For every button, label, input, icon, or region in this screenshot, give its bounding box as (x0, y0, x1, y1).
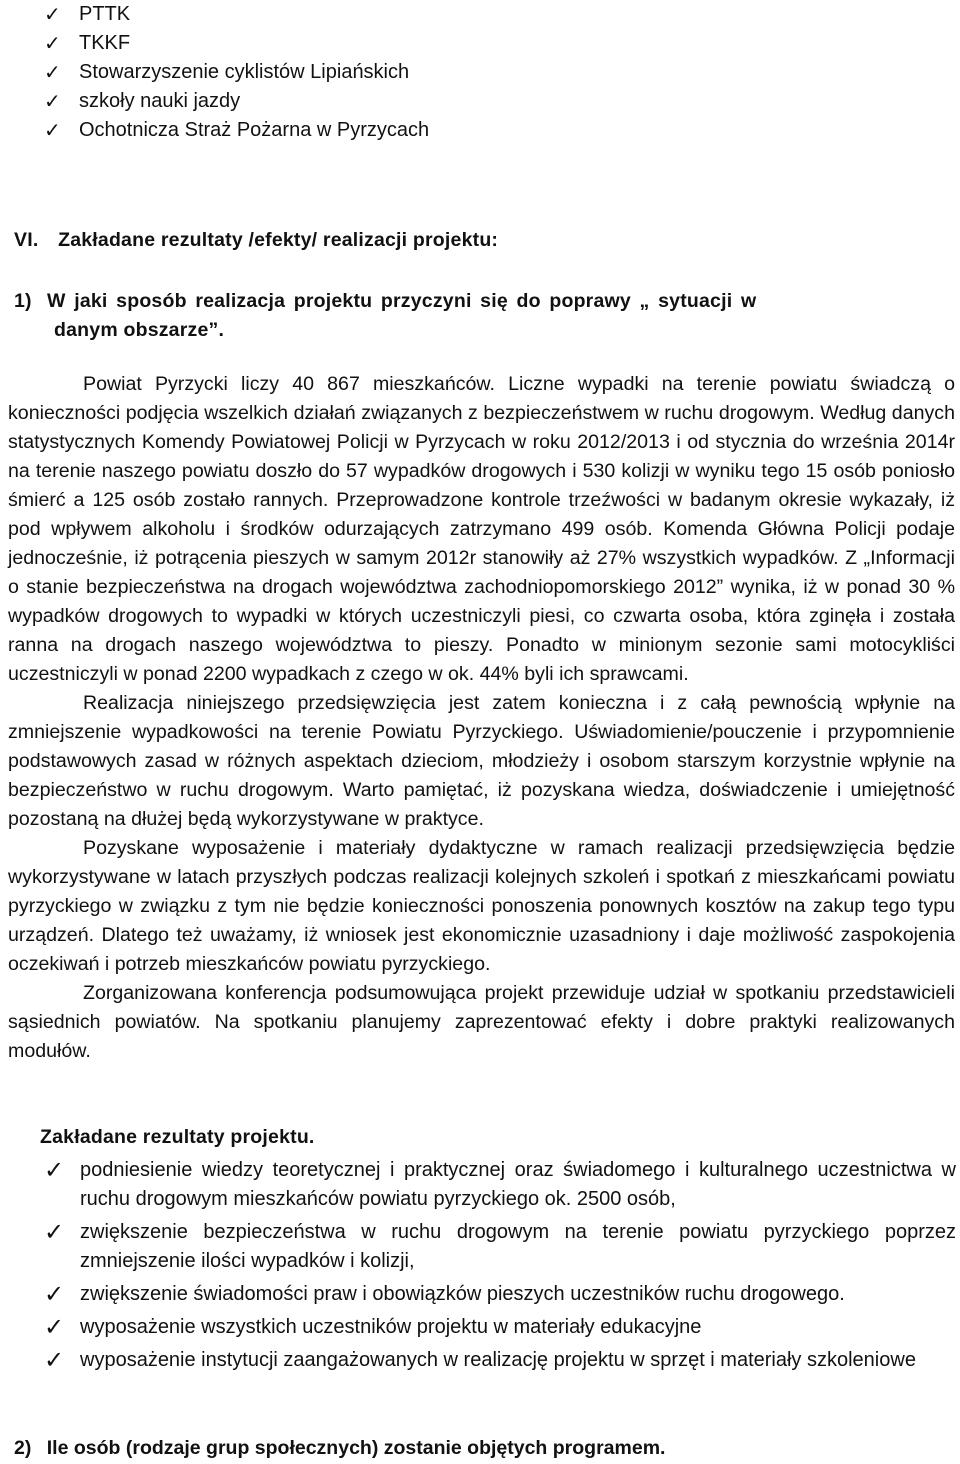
checkmark-icon: ✓ (44, 118, 61, 142)
list-item-text: wyposażenie wszystkich uczestników projektu w materiały edukacyjne (80, 1316, 702, 1338)
partner-list (44, 0, 744, 145)
list-item-text: zwiększenie bezpieczeństwa w ruchu drogowym na terenie powiatu pyrzyckiego poprzez zmniejszenie ilości wypadków i kolizji, (80, 1221, 956, 1272)
list-item-text: Ochotnicza Straż Pożarna w Pyrzycach (79, 119, 430, 141)
results-list (44, 1156, 956, 1375)
list-item (44, 87, 744, 116)
list-item (44, 116, 744, 145)
question-text: Ile osób (rodzaje grup społecznych) zostanie objętych programem. (46, 1437, 666, 1459)
list-item-text: zwiększenie świadomości praw i obowiązków pieszych uczestników ruchu drogowego. (80, 1283, 845, 1305)
section-number: VI. (14, 229, 39, 251)
list-item (44, 29, 744, 58)
paragraph: Powiat Pyrzycki liczy 40 867 mieszkańców. Liczne wypadki na terenie powiatu świadczą o konieczności podjęcia wszelkich działań związanych z bezpieczeństwem w ruchu drogowym. Według danych statystycznych Komendy Powiatowej Policji w Pyrzycach w roku 2012/2013 i od stycznia do września 2014r na terenie naszego powiatu doszło do 57 wypadków drogowych i 530 kolizji w wyniku tego 15 osób poniosło śmierć a 125 osób zostało rannych. Przeprowadzone kontrole trzeźwości w badanym okresie wykazały, iż pod wpływem alkoholu i środków odurzających zatrzymano 499 osób. Komenda Główna Policji podaje jednocześnie, iż potrącenia pieszych w samym 2012r stanowiły aż 27% wszystkich wypadków. Z „Informacji o stanie bezpieczeństwa na drogach województwa zachodniopomorskiego 2012” wynika, iż w ponad 30 % wypadków drogowych to wypadki w których uczestniczyli piesi, co czwarta osoba, która zginęła i została ranna na drogach naszego województwa to pieszy. Ponadto w minionym sezonie sami motocykliści uczestniczyli w ponad 2200 wypadkach z czego w ok. 44% byli ich sprawcami. (8, 373, 955, 685)
checkmark-icon: ✓ (44, 2, 61, 26)
results-heading: Zakładane rezultaty projektu. (40, 1126, 315, 1148)
paragraph: Pozyskane wyposażenie i materiały dydaktyczne w ramach realizacji przedsięwzięcia będzie wykorzystywane w latach przyszłych podczas realizacji kolejnych szkoleń i spotkań z mieszkańcami powiatu pyrzyckiego w związku z tym nie będzie konieczności ponoszenia ponownych kosztów na zakup tego typu urządzeń. Dlatego też uważamy, iż wniosek jest ekonomicznie uzasadniony i daje możliwość zaspokojenia oczekiwań i potrzeb mieszkańców powiatu pyrzyckiego. (8, 837, 955, 975)
list-item (44, 1156, 956, 1214)
checkmark-icon: ✓ (44, 60, 61, 84)
question-2 (14, 1434, 665, 1463)
checkmark-icon: ✓ (44, 1156, 65, 1184)
list-item-text: szkoły nauki jazdy (79, 90, 241, 112)
section-title: Zakładane rezultaty /efekty/ realizacji projektu: (58, 229, 499, 251)
list-item-text: PTTK (79, 3, 131, 25)
body-text (8, 370, 955, 1066)
list-item (44, 58, 744, 87)
checkmark-icon: ✓ (44, 1218, 65, 1246)
list-item-text: podniesienie wiedzy teoretycznej i praktycznej oraz świadomego i kulturalnego uczestnictwa w ruchu drogowym mieszkańców powiatu pyrzyckiego ok. 2500 osób, (80, 1159, 956, 1210)
question-text-line2: danym obszarze”. (54, 319, 225, 341)
paragraph: Zorganizowana konferencja podsumowująca projekt przewiduje udział w spotkaniu przedstawicieli sąsiednich powiatów. Na spotkaniu planujemy zaprezentować efekty i dobre praktyki realizowanych modułów. (8, 982, 955, 1062)
question-number: 1) (14, 290, 32, 312)
section-heading (14, 229, 498, 252)
checkmark-icon: ✓ (44, 1313, 65, 1341)
list-item (44, 1346, 956, 1375)
list-item (44, 1218, 956, 1276)
list-item (44, 0, 744, 29)
question-1 (14, 287, 924, 345)
checkmark-icon: ✓ (44, 1346, 65, 1374)
question-number: 2) (14, 1437, 32, 1459)
paragraph: Realizacja niniejszego przedsięwzięcia jest zatem konieczna i z całą pewnością wpłynie na zmniejszenie wypadkowości na terenie Powiatu Pyrzyckiego. Uświadomienie/pouczenie i przypomnienie podstawowych zasad w różnych aspektach dzieciom, młodzieży i osobom starszym korzystnie wpłynie na bezpieczeństwo w ruchu drogowym. Warto pamiętać, iż pozyskana wiedza, doświadczenie i umiejętność pozostaną na dłużej będą wykorzystywane w praktyce. (8, 692, 955, 830)
list-item (44, 1313, 956, 1342)
list-item-text: Stowarzyszenie cyklistów Lipiańskich (79, 61, 410, 83)
checkmark-icon: ✓ (44, 1280, 65, 1308)
checkmark-icon: ✓ (44, 31, 61, 55)
checkmark-icon: ✓ (44, 89, 61, 113)
list-item-text: wyposażenie instytucji zaangażowanych w realizację projektu w sprzęt i materiały szkoleniowe (80, 1349, 916, 1371)
list-item (44, 1280, 956, 1309)
question-text-line1: W jaki sposób realizacja projektu przyczyni się do poprawy „ sytuacji w (47, 290, 757, 312)
list-item-text: TKKF (79, 32, 131, 54)
